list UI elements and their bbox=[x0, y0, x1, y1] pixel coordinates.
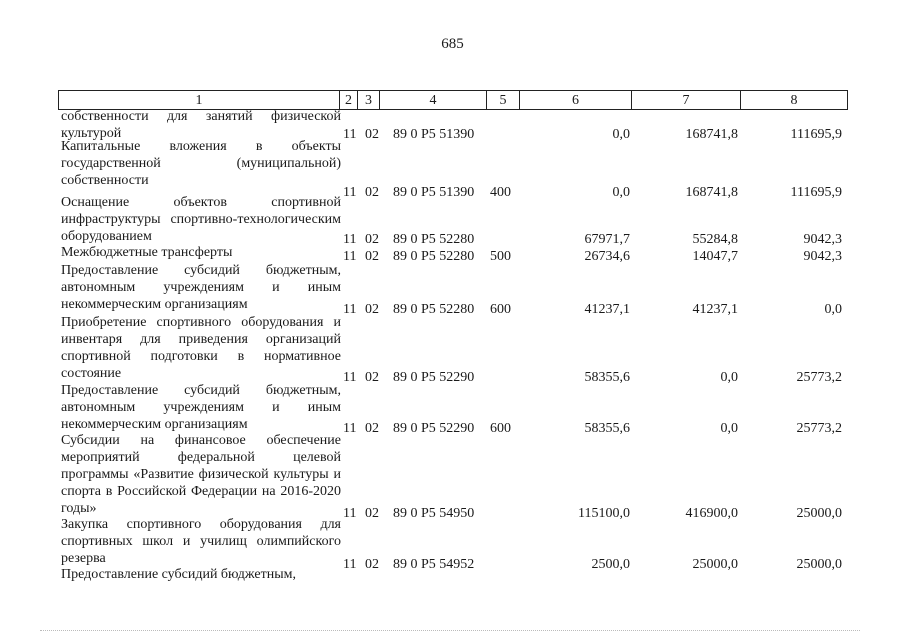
column-header-6: 6 bbox=[519, 90, 632, 110]
row-value-col8: 25000,0 bbox=[796, 557, 842, 572]
row-value-col8: 25773,2 bbox=[796, 370, 842, 385]
row-subsection: 02 bbox=[365, 302, 379, 317]
column-header-4: 4 bbox=[379, 90, 487, 110]
row-value-col6: 58355,6 bbox=[584, 421, 630, 436]
row-expense-type: 600 bbox=[490, 302, 511, 317]
row-value-col6: 41237,1 bbox=[584, 302, 630, 317]
row-value-col6: 2500,0 bbox=[591, 557, 630, 572]
row-value-col6: 0,0 bbox=[612, 127, 630, 142]
row-text: Предоставление субсидий бюджетным, автономным учреждениям и иным некоммерческим организациям bbox=[61, 383, 341, 432]
row-target-code: 89 0 P5 54952 bbox=[393, 557, 475, 572]
row-text: Приобретение спортивного оборудования и инвентаря для приведения организаций спортивной подготовки в нормативное состояние bbox=[61, 315, 341, 381]
row-value-col8: 9042,3 bbox=[803, 232, 842, 247]
row-value-col8: 25000,0 bbox=[796, 506, 842, 521]
row-subsection: 02 bbox=[365, 557, 379, 572]
row-value-col8: 111695,9 bbox=[790, 185, 842, 200]
row-section: 11 bbox=[343, 370, 357, 385]
row-subsection: 02 bbox=[365, 249, 379, 264]
row-text: Капитальные вложения в объекты государственной (муниципальной) собственности bbox=[61, 139, 341, 188]
row-text: Межбюджетные трансферты bbox=[61, 245, 233, 260]
row-value-col7: 168741,8 bbox=[685, 185, 738, 200]
row-value-col6: 58355,6 bbox=[584, 370, 630, 385]
row-section: 11 bbox=[343, 249, 357, 264]
column-header-5: 5 bbox=[486, 90, 520, 110]
row-target-code: 89 0 P5 52280 bbox=[393, 249, 475, 264]
row-section: 11 bbox=[343, 506, 357, 521]
row-value-col6: 26734,6 bbox=[584, 249, 630, 264]
row-value-col7: 0,0 bbox=[720, 370, 738, 385]
row-target-code: 89 0 P5 51390 bbox=[393, 185, 475, 200]
column-header-7: 7 bbox=[631, 90, 741, 110]
row-text: Предоставление субсидий бюджетным, bbox=[61, 567, 297, 582]
row-section: 11 bbox=[343, 127, 357, 142]
row-value-col7: 416900,0 bbox=[685, 506, 738, 521]
row-value-col7: 0,0 bbox=[720, 421, 738, 436]
row-value-col7: 25000,0 bbox=[692, 557, 738, 572]
row-subsection: 02 bbox=[365, 232, 379, 247]
row-target-code: 89 0 P5 52290 bbox=[393, 421, 475, 436]
row-value-col8: 0,0 bbox=[824, 302, 842, 317]
row-section: 11 bbox=[343, 185, 357, 200]
row-text: Субсидии на финансовое обеспечение мероприятий федеральной целевой программы «Развитие физической культуры и спорта в Российской Федерации на 2016-2020 годы» bbox=[61, 433, 341, 516]
column-header-3: 3 bbox=[357, 90, 380, 110]
row-section: 11 bbox=[343, 421, 357, 436]
row-subsection: 02 bbox=[365, 506, 379, 521]
row-expense-type: 500 bbox=[490, 249, 511, 264]
row-text: Закупка спортивного оборудования для спортивных школ и училищ олимпийского резерва bbox=[61, 517, 341, 566]
table-header bbox=[58, 90, 848, 110]
column-header-1: 1 bbox=[58, 90, 340, 110]
row-section: 11 bbox=[343, 302, 357, 317]
row-value-col7: 41237,1 bbox=[692, 302, 738, 317]
row-value-col8: 25773,2 bbox=[796, 421, 842, 436]
row-value-col8: 9042,3 bbox=[803, 249, 842, 264]
column-header-8: 8 bbox=[740, 90, 848, 110]
row-value-col7: 55284,8 bbox=[692, 232, 738, 247]
row-target-code: 89 0 P5 54950 bbox=[393, 506, 475, 521]
row-subsection: 02 bbox=[365, 185, 379, 200]
row-text: Предоставление субсидий бюджетным, автономным учреждениям и иным некоммерческим организациям bbox=[61, 263, 341, 312]
row-value-col6: 115100,0 bbox=[578, 506, 630, 521]
row-value-col6: 0,0 bbox=[612, 185, 630, 200]
row-subsection: 02 bbox=[365, 370, 379, 385]
page-number: 685 bbox=[441, 36, 464, 52]
row-text: собственности для занятий физической культурой bbox=[61, 109, 341, 141]
row-value-col7: 14047,7 bbox=[692, 249, 738, 264]
row-value-col6: 67971,7 bbox=[584, 232, 630, 247]
row-expense-type: 600 bbox=[490, 421, 511, 436]
row-section: 11 bbox=[343, 232, 357, 247]
scan-artifact bbox=[40, 630, 860, 633]
row-target-code: 89 0 P5 52290 bbox=[393, 370, 475, 385]
row-value-col7: 168741,8 bbox=[685, 127, 738, 142]
row-subsection: 02 bbox=[365, 421, 379, 436]
row-target-code: 89 0 P5 51390 bbox=[393, 127, 475, 142]
row-target-code: 89 0 P5 52280 bbox=[393, 302, 475, 317]
row-subsection: 02 bbox=[365, 127, 379, 142]
row-section: 11 bbox=[343, 557, 357, 572]
row-expense-type: 400 bbox=[490, 185, 511, 200]
column-header-2: 2 bbox=[339, 90, 358, 110]
row-text: Оснащение объектов спортивной инфраструктуры спортивно-технологическим оборудованием bbox=[61, 195, 341, 244]
row-value-col8: 111695,9 bbox=[790, 127, 842, 142]
row-target-code: 89 0 P5 52280 bbox=[393, 232, 475, 247]
